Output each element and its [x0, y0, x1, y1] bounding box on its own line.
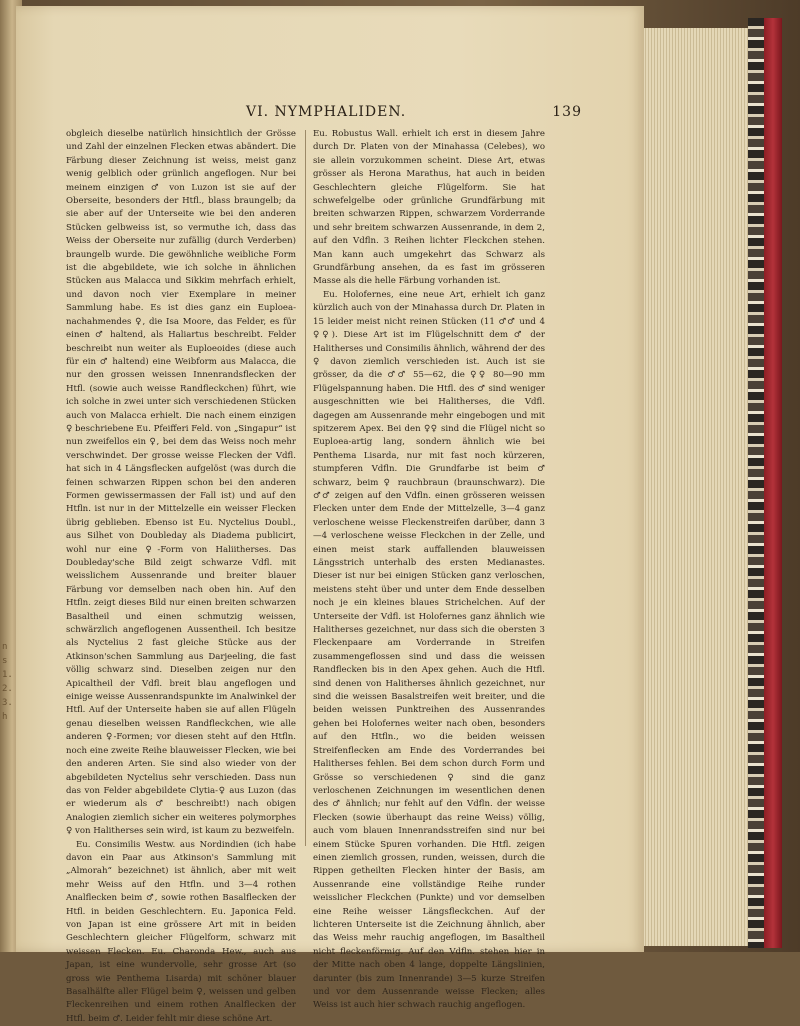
page-number: 139: [552, 104, 582, 120]
column-divider: [305, 130, 306, 846]
paragraph: Eu. Robustus Wall. erhielt ich erst in diesem Jahre durch Dr. Platen von der Minahassa (Celebes), wo sie allein vorzukommen scheint. Diese Art, etwas grösser als Herona Marathus, hat auch in beiden Geschlechtern gleiche Flügelform. Sie hat schwefelgelbe oder grünliche Grundfärbung mit breiten schwarzen Rippen, schwarzem Vorderrande und sehr breitem schwarzen Aussenrande, in dem 2, auf den Vdfln. 3 Reihen lichter Fleckchen stehen. Man kann auch umgekehrt das Schwarz als Grundfärbung ansehen, da es fast im grösseren Masse als die helle Färbung vorhanden ist.: [313, 129, 545, 287]
chapter-title: VI. NYMPHALIDEN.: [246, 104, 407, 120]
right-text-column: [313, 128, 545, 1013]
paragraph: Eu. Consimilis Westw. aus Nordindien (ich habe davon ein Paar aus Atkinson's Sammlung mit „Almorah“ bezeichnet) ist ähnlich, aber mit weit mehr Weiss auf den Htfln. und 3—4 rothen Analflecken beim ♂, sowie rothen Basalflecken der Htfl. in beiden Geschlechtern. Eu. Japonica Feld. von Japan ist eine grössere Art mit in beiden Geschlechtern gleicher Flügelform, schwarz mit weissen Flecken. Eu. Charonda Hew., auch aus Japan, ist eine wundervolle, sehr grosse Art (so gross wie Penthema Lisarda) mit schöner blauer Basalhälfte aller Flügel beim ♀, weissen und gelben Fleckenreihen und einem rothen Analflecken der Htfl. beim ♂. Leider fehlt mir diese schöne Art.: [66, 839, 296, 1024]
paragraph: Eu. Holofernes, eine neue Art, erhielt ich ganz kürzlich auch von der Minahassa durch Dr. Platen in 15 leider meist nicht reinen Stücken (11 ♂♂ und 4 ♀♀). Diese Art ist im Flügelschnitt dem ♂ der Halitherses und Consimilis ähnlich, während der des ♀ davon ziemlich verschieden ist. Auch ist sie grösser, da die ♂♂ 55—62, die ♀♀ 80—90 mm Flügelspannung haben. Die Htfl. des ♂ sind weniger ausgeschnitten wie bei Halitherses, die Vdfl. dagegen am Aussenrande mehr eingebogen und mit spitzerem Apex. Bei den ♀♀ sind die Flügel nicht so Euploea-artig lang, sondern ähnlich wie bei Penthema Lisarda, nur mit fast noch kürzeren, stumpferen Vdfln. Die Grundfarbe ist beim ♂ schwarz, beim ♀ rauchbraun (braunschwarz). Die ♂♂ zeigen auf den Vdfln. einen grösseren weissen Flecken unter dem Ende der Mittelzelle, 3—4 ganz verloschene weisse Fleckenstreifen darüber, dann 3—4 verloschene weisse Fleckchen in der Zelle, und einen meist stark auffallenden blauweissen Längsstrich unterhalb des ersten Medianastes. Dieser ist nur bei einigen Stücken ganz verloschen, meistens steht über und unter dem Ende desselben noch je ein kleines blaues Strichelchen. Auf der Unterseite der Vdfl. ist Holofernes ganz ähnlich wie Halitherses gezeichnet, nur dass sich die obersten 3 Fleckenpaare am Vorderrande in Streifen zusammengeflossen sind und dass die weissen Randflecken bis in den Apex gehen. Auch die Htfl. sind denen von Halitherses ähnlich gezeichnet, nur sind die weissen Basalstreifen weit breiter, und die beiden weissen Punktreihen des Aussenrandes gehen bei Holofernes weiter nach oben, besonders auf den Htfln., wo die beiden weissen Streifenflecken am Ende des Vorderrandes bei Halitherses fehlen. Bei dem schon durch Form und Grösse so verschiedenen ♀ sind die ganz verloschenen Zeichnungen im wesentlichen denen des ♂ ähnlich; nur fehlt auf den Vdfln. der weisse Flecken (sowie überhaupt das reine Weiss) völlig, auch vom blauen Innenrandsstreifen sind nur bei einem Stücke Spuren vorhanden. Die Htfl. zeigen einen ziemlich grossen, runden, weissen, durch die Rippen getheilten Flecken hinter der Basis, am Aussenrande eine vollständige Reihe runder weisslicher Fleckchen (Punkte) und vor demselben eine Reihe weisser Längsfleckchen. Auf der lichteren Unterseite ist die Zeichnung ähnlich, aber das Weiss mehr rauchig angeflogen, im Basaltheil nicht fleckenförmig. Auf den Vdfln. stehen hier in der Mitte nach oben 4 lange, doppelte Längslinien, darunter (bis zum Innenrande) 3—5 kurze Streifen und vor dem Aussenrande weisse Flecken; alles Weiss ist auch hier schwach rauchig angeflogen.: [313, 289, 545, 1011]
red-cover-spine: [764, 18, 782, 948]
paragraph: obgleich dieselbe natürlich hinsichtlich der Grösse und Zahl der einzelnen Flecken etwas abändert. Die Färbung dieser Zeichnung ist weiss, meist ganz wenig gelblich oder grünlich angeflogen. Nur bei meinem einzigen ♂ von Luzon ist sie auf der Oberseite, besonders der Htfl., blass braungelb; da sie aber auf der Unterseite wie bei den anderen Stücken gelbweiss ist, so vermuthe ich, dass das Weiss der Oberseite nur zufällig (durch Verderben) braungelb wurde. Die gewöhnliche weibliche Form ist die abgebildete, wie ich solche in ähnlichen Stücken aus Malacca und Sikkim mehrfach erhielt, und davon noch vier Exemplare in meiner Sammlung habe. Es ist dies ganz ein Euploea-nachahmendes ♀, die Isa Moore, das Felder, es für einen ♂ haltend, als Haliartus beschreibt. Felder beschreibt nun weiter als Euploeoides (diese auch für ein ♂ haltend) eine Weibform aus Malacca, die nur den grossen weissen Innenrandsflecken der Htfl. (sowie auch weisse Randfleckchen) führt, wie ich solche in zwei unter sich verschiedenen Stücken auch von Malacca erhielt. Die nach einem einzigen ♀ beschriebene Eu. Pfeifferi Feld. von „Singapur“ ist nun zweifellos ein ♀, bei dem das Weiss noch mehr verschwindet. Der grosse weisse Flecken der Vdfl. hat sich in 4 Längsflecken aufgelöst (was durch die feinen schwarzen Rippen schon bei den anderen Formen gewissermassen der Fall ist) und auf den Htfln. ist nur in der Mittelzelle ein weisser Flecken übrig geblieben. Ebenso ist Eu. Nyctelius Doubl., aus Silhet von Doubleday als Diadema publicirt, wohl nur eine ♀-Form von Haliitherses. Das Doubleday'sche Bild zeigt schwarze Vdfl. mit weisslichem Aussenrande und breiter blauer Färbung vor demselben nach oben hin. Auf den Htfln. zeigt dieses Bild nur einen breiten schwarzen Basaltheil und einen schmutzig weissen, schwärzlich angeflogenen Aussentheil. Ich besitze als Nyctelius 2 fast gleiche Stücke aus der Atkinson'schen Sammlung aus Darjeeling, die fast völlig schwarz sind. Dieselben zeigen nur den Apicaltheil der Vdfl. breit blau angeflogen und einige weisse Aussenrandspunkte im Analwinkel der Htfl. Auf der Unterseite haben sie auf allen Flügeln genau dieselben weissen Randfleckchen, wie alle anderen ♀-Formen; vor diesen steht auf den Htfln. noch eine zweite Reihe blauweisser Flecken, wie bei den anderen Arten. Sie sind also wieder von der abgebildeten Nyctelius sehr verschieden. Dass nun das von Felder abgebildete Clytia-♀ aus Luzon (das er wiederum als ♂ beschreibt!) nach obigen Analogien ziemlich sicher ein weiteres polymorphes ♀ von Halitherses sein wird, ist kaum zu bezweifeln.: [66, 129, 296, 837]
previous-page-fragments: n s 1. 2. 3. h: [2, 642, 13, 722]
running-head: [60, 104, 582, 124]
left-text-column: [66, 128, 296, 1026]
